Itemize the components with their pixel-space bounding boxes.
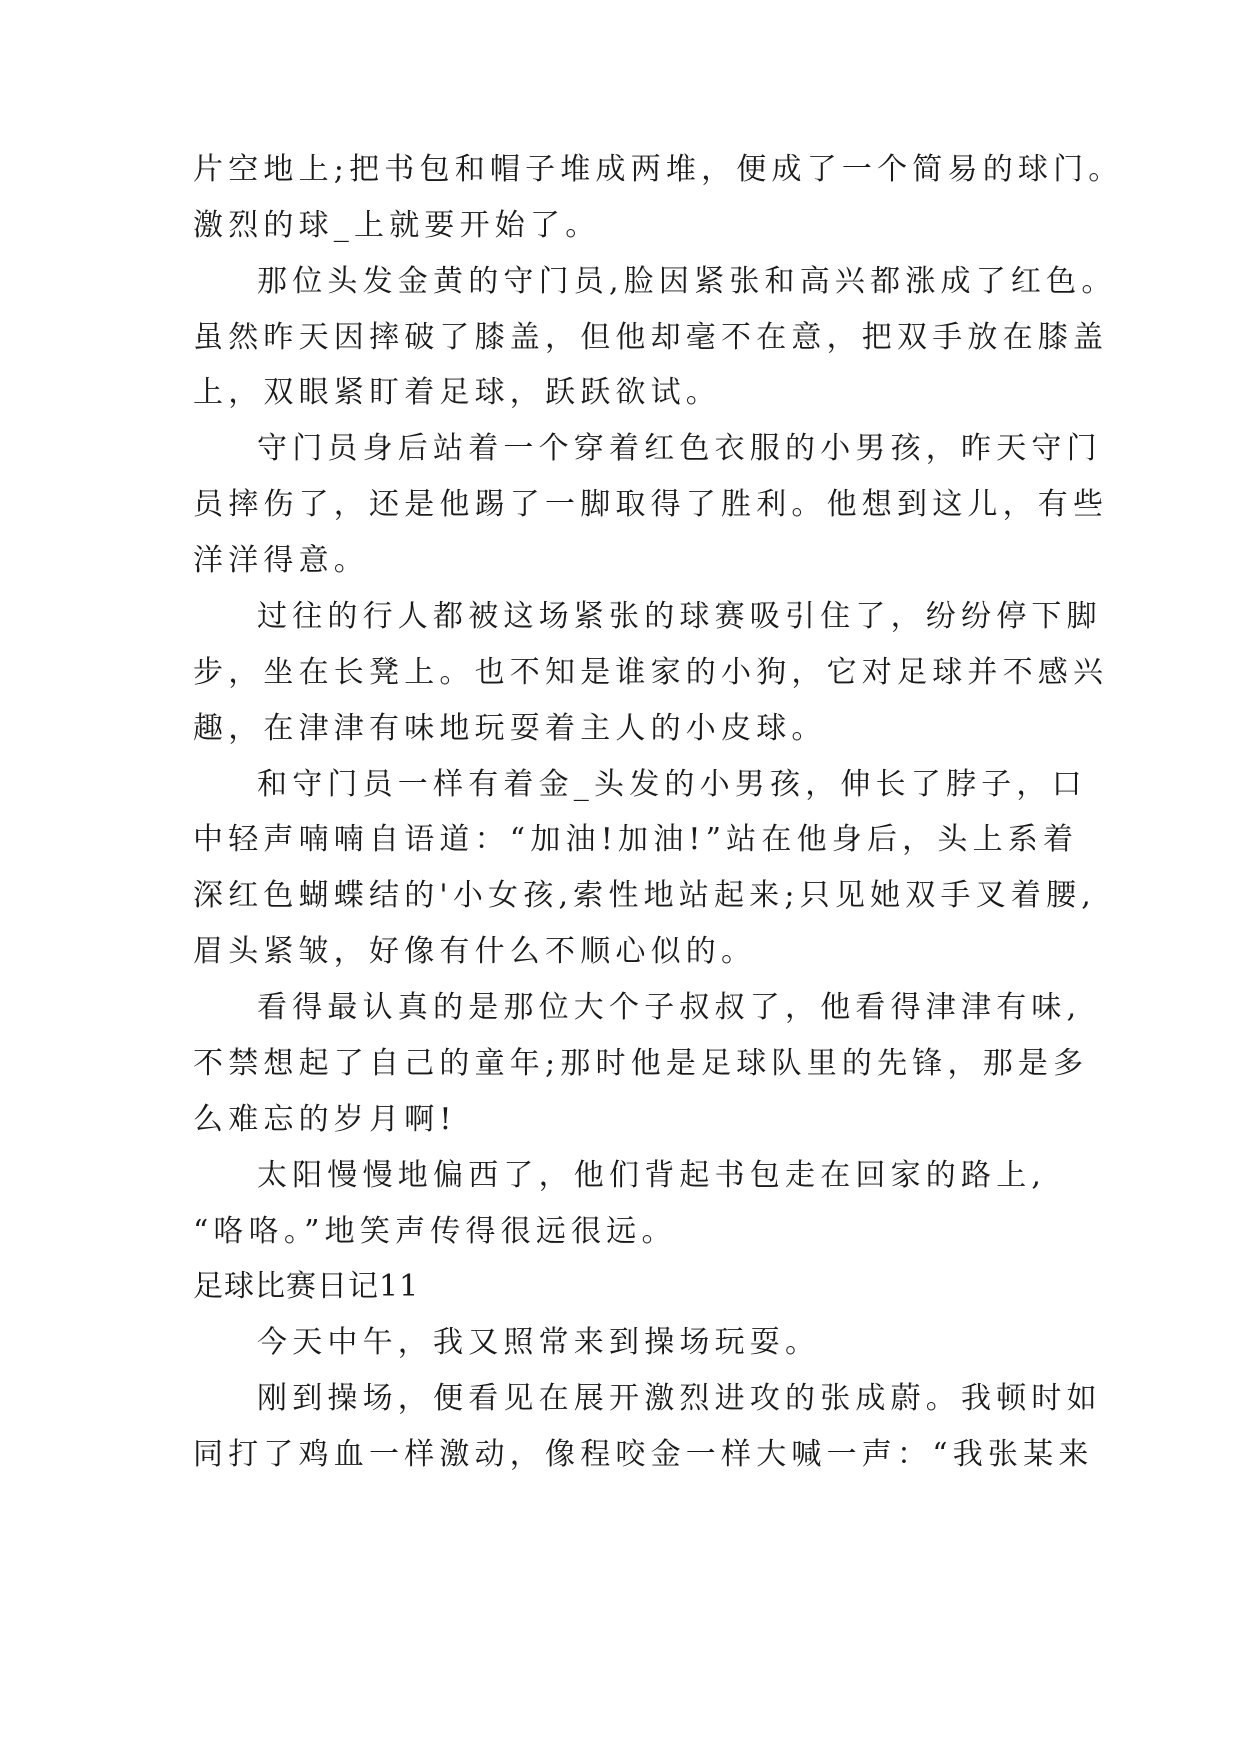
text-line: 中轻声喃喃自语道：“加油!加油!”站在他身后，头上系着 bbox=[193, 822, 1079, 857]
paragraph-start: 过往的行人都被这场紧张的球赛吸引住了，纷纷停下脚 bbox=[257, 599, 1102, 634]
text-line: 不禁想起了自己的童年;那时他是足球队里的先锋，那是多 bbox=[193, 1046, 1089, 1081]
section-heading: 足球比赛日记11 bbox=[193, 1269, 420, 1304]
text-line: 步，坐在长凳上。也不知是谁家的小狗，它对足球并不感兴 bbox=[193, 655, 1109, 690]
paragraph-start: 今天中午，我又照常来到操场玩耍。 bbox=[257, 1325, 821, 1360]
text-line: 洋洋得意。 bbox=[193, 543, 369, 578]
text-line: 么难忘的岁月啊! bbox=[193, 1102, 457, 1137]
paragraph-start: 太阳慢慢地偏西了，他们背起书包走在回家的路上, bbox=[257, 1158, 1047, 1193]
text-line: 深红色蝴蝶结的'小女孩,索性地站起来;只见她双手叉着腰, bbox=[193, 878, 1097, 913]
paragraph-start: 看得最认真的是那位大个子叔叔了，他看得津津有味, bbox=[257, 990, 1082, 1025]
text-line: 虽然昨天因摔破了膝盖，但他却毫不在意，把双手放在膝盖 bbox=[193, 320, 1109, 355]
paragraph-start: 守门员身后站着一个穿着红色衣服的小男孩，昨天守门 bbox=[257, 431, 1102, 466]
text-line: 员摔伤了，还是他踢了一脚取得了胜利。他想到这儿，有些 bbox=[193, 487, 1109, 522]
paragraph-start: 和守门员一样有着金_头发的小男孩，伸长了脖子，口 bbox=[257, 767, 1087, 802]
text-line: 片空地上;把书包和帽子堆成两堆，便成了一个简易的球门。 bbox=[193, 152, 1124, 187]
text-line: 眉头紧皱，好像有什么不顺心似的。 bbox=[193, 934, 757, 969]
text-line: “咯咯。”地笑声传得很远很远。 bbox=[193, 1214, 677, 1249]
text-line: 激烈的球_上就要开始了。 bbox=[193, 208, 601, 243]
text-line: 趣，在津津有味地玩耍着主人的小皮球。 bbox=[193, 711, 827, 746]
paragraph-start: 刚到操场，便看见在展开激烈进攻的张成蔚。我顿时如 bbox=[257, 1381, 1102, 1416]
text-line: 同打了鸡血一样激动，像程咬金一样大喊一声：“我张某来 bbox=[193, 1437, 1094, 1472]
paragraph-start: 那位头发金黄的守门员,脸因紧张和高兴都涨成了红色。 bbox=[257, 264, 1117, 299]
text-line: 上，双眼紧盯着足球，跃跃欲试。 bbox=[193, 375, 721, 410]
